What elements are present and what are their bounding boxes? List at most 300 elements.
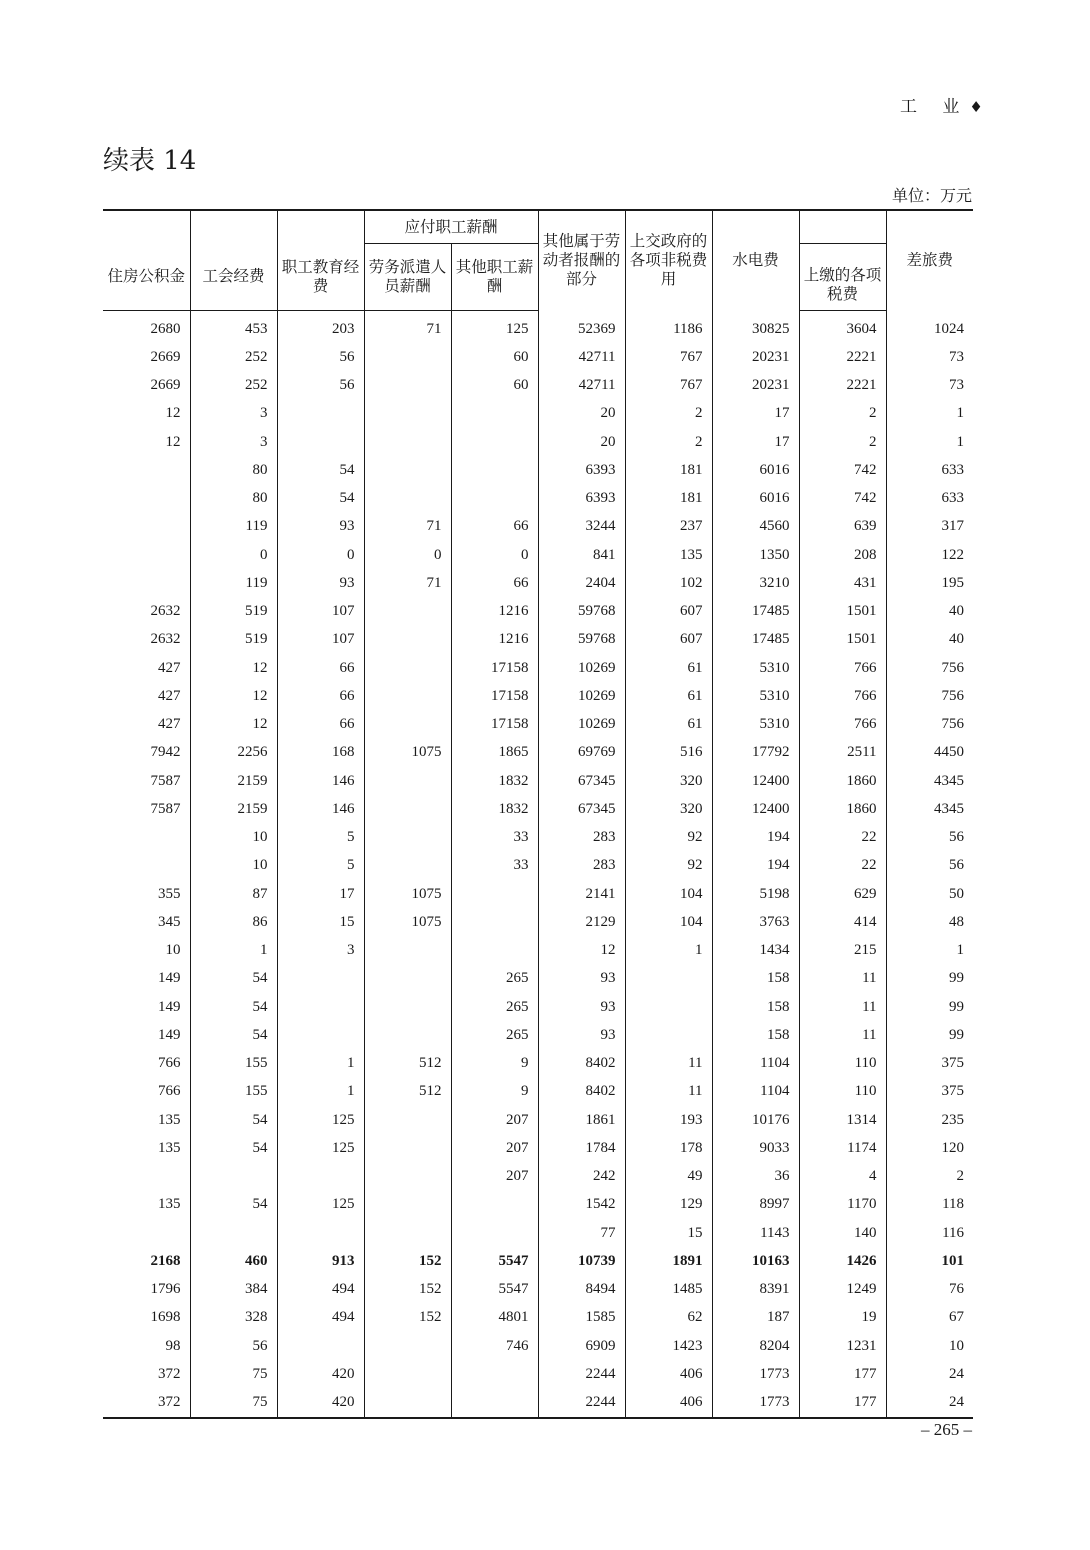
table-cell: 2159 [190, 767, 277, 795]
table-cell: 10 [190, 852, 277, 880]
table-cell: 11 [799, 1021, 886, 1049]
table-cell: 283 [538, 852, 625, 880]
table-cell: 1249 [799, 1276, 886, 1304]
table-cell: 766 [158, 1083, 181, 1100]
table-cell: 2221 [799, 343, 886, 371]
table-cell: 12 [538, 937, 625, 965]
col-header-travel: 差旅费 [886, 210, 973, 311]
table-row [103, 937, 973, 965]
table-cell: 1 [277, 1078, 364, 1106]
table-row [103, 852, 973, 880]
table-cell: 207 [451, 1163, 538, 1191]
table-cell: 1170 [799, 1191, 886, 1219]
table-cell: 33 [451, 852, 538, 880]
table-cell [364, 682, 451, 710]
table-row [103, 711, 973, 739]
table-cell: 5547 [451, 1276, 538, 1304]
table-cell: 125 [277, 1106, 364, 1134]
table-row [103, 1078, 973, 1106]
col-header-education-fee: 职工教育经费 [277, 244, 364, 311]
table-cell: 1075 [364, 908, 451, 936]
table-cell: 746 [451, 1332, 538, 1360]
table-row [103, 965, 973, 993]
table-cell: 76 [886, 1276, 973, 1304]
table-cell: 3 [277, 937, 364, 965]
table-cell: 194 [712, 852, 799, 880]
table-cell: 56 [277, 372, 364, 400]
table-row [103, 682, 973, 710]
table-cell [625, 965, 712, 993]
table-cell: 193 [625, 1106, 712, 1134]
table-cell: 1 [886, 400, 973, 428]
table-cell: 2221 [799, 372, 886, 400]
table-cell: 1 [625, 937, 712, 965]
table-row [103, 569, 973, 597]
table-cell: 93 [538, 993, 625, 1021]
running-header [900, 92, 990, 117]
table-cell [364, 1332, 451, 1360]
col-header-other-labor-pay: 其他属于劳动者报酬的部分 [538, 210, 625, 311]
table-cell: 766 [158, 1055, 181, 1072]
table-cell: 122 [886, 541, 973, 569]
table-body [103, 311, 973, 1418]
table-cell: 48 [886, 908, 973, 936]
table-cell: 5 [277, 824, 364, 852]
table-cell: 49 [625, 1163, 712, 1191]
table-row [103, 795, 973, 823]
table-cell: 427 [158, 659, 181, 676]
col-header-taxes-paid: 上缴的各项税费 [799, 244, 886, 311]
table-cell: 1485 [625, 1276, 712, 1304]
table-cell: 1350 [712, 541, 799, 569]
table-row [103, 1360, 973, 1388]
table-cell: 119 [190, 569, 277, 597]
table-row [103, 880, 973, 908]
table-cell: 431 [799, 569, 886, 597]
table-row [103, 1219, 973, 1247]
table-cell: 66 [451, 569, 538, 597]
table-cell: 54 [190, 1021, 277, 1049]
table-cell: 56 [190, 1332, 277, 1360]
table-cell: 158 [712, 1021, 799, 1049]
table-cell [451, 880, 538, 908]
table-row [103, 598, 973, 626]
table-cell [625, 993, 712, 1021]
table-row [103, 767, 973, 795]
table-cell: 3 [190, 428, 277, 456]
table-cell [277, 428, 364, 456]
table-cell: 15 [625, 1219, 712, 1247]
table-cell: 93 [538, 965, 625, 993]
table-cell: 1796 [150, 1281, 181, 1298]
table-row [103, 993, 973, 1021]
table-cell [364, 1134, 451, 1162]
table-cell: 215 [799, 937, 886, 965]
table-row [103, 1163, 973, 1191]
table-row [103, 1021, 973, 1049]
table-cell: 1075 [364, 880, 451, 908]
table-cell: 2244 [538, 1389, 625, 1418]
table-cell: 1314 [799, 1106, 886, 1134]
table-cell: 17485 [712, 626, 799, 654]
table-cell: 66 [277, 654, 364, 682]
col-header-housing-fund: 住房公积金 [103, 244, 190, 311]
table-cell: 2141 [538, 880, 625, 908]
table-cell: 1423 [625, 1332, 712, 1360]
table-row [103, 1191, 973, 1219]
table-cell: 1585 [538, 1304, 625, 1332]
table-cell: 629 [799, 880, 886, 908]
table-cell: 1542 [538, 1191, 625, 1219]
table-cell: 1865 [451, 739, 538, 767]
table-cell: 40 [886, 626, 973, 654]
table-cell [364, 456, 451, 484]
table-cell: 2 [625, 400, 712, 428]
table-cell: 17158 [451, 654, 538, 682]
table-cell [364, 372, 451, 400]
table-cell: 99 [886, 1021, 973, 1049]
table-row [103, 739, 973, 767]
table-row [103, 428, 973, 456]
table-cell: 107 [277, 598, 364, 626]
table-cell [103, 541, 190, 569]
table-cell: 152 [364, 1276, 451, 1304]
table-cell: 633 [886, 485, 973, 513]
table-cell: 494 [277, 1304, 364, 1332]
table-cell: 73 [886, 372, 973, 400]
table-cell: 104 [625, 880, 712, 908]
section-name: 工 业 [900, 97, 970, 117]
table-cell: 1501 [799, 626, 886, 654]
table-cell [103, 485, 190, 513]
table-cell: 36 [712, 1163, 799, 1191]
table-cell: 0 [277, 541, 364, 569]
table-cell: 12 [165, 433, 181, 450]
table-cell: 1024 [886, 315, 973, 343]
table-cell: 1174 [799, 1134, 886, 1162]
table-cell [364, 598, 451, 626]
table-cell: 99 [886, 965, 973, 993]
table-cell: 607 [625, 626, 712, 654]
table-cell: 2159 [190, 795, 277, 823]
table-cell: 1 [190, 937, 277, 965]
table-row [103, 1050, 973, 1078]
table-row [103, 372, 973, 400]
table-cell: 92 [625, 852, 712, 880]
data-table [103, 209, 973, 1419]
table-cell: 237 [625, 513, 712, 541]
table-cell: 1 [277, 1050, 364, 1078]
table-cell: 155 [190, 1078, 277, 1106]
table-row [103, 485, 973, 513]
table-row [103, 1247, 973, 1275]
table-cell: 104 [625, 908, 712, 936]
table-cell: 414 [799, 908, 886, 936]
table-cell: 17792 [712, 739, 799, 767]
table-cell: 766 [799, 654, 886, 682]
table-cell: 320 [625, 767, 712, 795]
table-cell: 460 [190, 1247, 277, 1275]
table-cell: 4560 [712, 513, 799, 541]
table-cell: 87 [190, 880, 277, 908]
table-cell: 11 [799, 965, 886, 993]
table-cell: 149 [158, 1026, 181, 1043]
table-cell: 0 [364, 541, 451, 569]
table-cell: 766 [799, 711, 886, 739]
table-cell [190, 1163, 277, 1191]
table-cell: 146 [277, 795, 364, 823]
table-cell: 17 [712, 428, 799, 456]
table-cell: 203 [277, 315, 364, 343]
table-cell: 427 [158, 687, 181, 704]
table-cell: 125 [277, 1191, 364, 1219]
table-cell: 2129 [538, 908, 625, 936]
table-cell: 56 [886, 824, 973, 852]
table-cell: 207 [451, 1134, 538, 1162]
table-cell: 102 [625, 569, 712, 597]
table-cell: 146 [277, 767, 364, 795]
table-row [103, 1332, 973, 1360]
table-cell: 152 [364, 1304, 451, 1332]
unit-label: 单位：万元 [891, 186, 972, 205]
table-cell: 3 [190, 400, 277, 428]
table-cell: 1426 [799, 1247, 886, 1275]
table-cell: 77 [538, 1219, 625, 1247]
table-cell: 420 [277, 1360, 364, 1388]
table-cell: 42711 [538, 372, 625, 400]
table-cell: 756 [886, 682, 973, 710]
table-cell: 242 [538, 1163, 625, 1191]
table-cell: 252 [190, 343, 277, 371]
table-row [103, 513, 973, 541]
table-cell: 406 [625, 1360, 712, 1388]
table-cell: 5310 [712, 654, 799, 682]
table-cell: 54 [190, 1134, 277, 1162]
table-cell: 71 [364, 569, 451, 597]
table-row [103, 654, 973, 682]
table-cell: 61 [625, 682, 712, 710]
table-cell: 5547 [451, 1247, 538, 1275]
table-cell: 12400 [712, 795, 799, 823]
table-cell [103, 1163, 190, 1191]
table-row [103, 1106, 973, 1134]
table-cell: 5310 [712, 711, 799, 739]
table-cell: 10739 [538, 1247, 625, 1275]
table-cell: 7587 [150, 800, 181, 817]
table-cell: 10 [190, 824, 277, 852]
table-cell: 107 [277, 626, 364, 654]
table-cell [277, 1163, 364, 1191]
table-cell: 3244 [538, 513, 625, 541]
table-cell: 767 [625, 343, 712, 371]
table-cell: 9 [451, 1050, 538, 1078]
table-cell: 1216 [451, 626, 538, 654]
table-cell: 767 [625, 372, 712, 400]
table-cell: 59768 [538, 598, 625, 626]
table-cell: 265 [451, 965, 538, 993]
table-cell [364, 1360, 451, 1388]
table-cell: 406 [625, 1389, 712, 1418]
table-cell: 93 [277, 569, 364, 597]
table-cell: 10269 [538, 682, 625, 710]
table-row [103, 626, 973, 654]
table-cell: 110 [799, 1050, 886, 1078]
table-cell: 756 [886, 654, 973, 682]
table-cell: 372 [158, 1365, 181, 1382]
table-cell: 512 [364, 1050, 451, 1078]
table-cell [364, 654, 451, 682]
table-cell: 519 [190, 598, 277, 626]
table-cell: 12 [190, 654, 277, 682]
table-cell: 1 [886, 428, 973, 456]
table-cell: 6016 [712, 456, 799, 484]
table-cell: 512 [364, 1078, 451, 1106]
table-cell: 742 [799, 456, 886, 484]
table-cell: 56 [277, 343, 364, 371]
table-cell: 265 [451, 1021, 538, 1049]
group-header-payable-wages: 应付职工薪酬 [364, 210, 538, 244]
table-cell: 8494 [538, 1276, 625, 1304]
col-header-utilities: 水电费 [712, 210, 799, 311]
table-cell: 181 [625, 485, 712, 513]
table-cell: 101 [886, 1247, 973, 1275]
table-cell: 56 [886, 852, 973, 880]
table-cell: 98 [165, 1337, 181, 1354]
table-cell: 2 [886, 1163, 973, 1191]
table-cell: 2511 [799, 739, 886, 767]
table-cell: 62 [625, 1304, 712, 1332]
table-cell: 427 [158, 716, 181, 733]
table-cell: 8402 [538, 1050, 625, 1078]
table-cell: 1784 [538, 1134, 625, 1162]
table-cell [364, 824, 451, 852]
table-cell: 135 [158, 1139, 181, 1156]
table-cell [103, 824, 190, 852]
table-cell [364, 343, 451, 371]
table-cell: 519 [190, 626, 277, 654]
table-cell: 0 [451, 541, 538, 569]
table-cell: 54 [190, 1106, 277, 1134]
table-cell: 320 [625, 795, 712, 823]
table-cell [364, 965, 451, 993]
table-cell: 345 [158, 913, 181, 930]
table-cell: 20 [538, 428, 625, 456]
table-cell: 2632 [150, 631, 181, 648]
table-cell [364, 767, 451, 795]
table-row [103, 908, 973, 936]
table-cell: 125 [277, 1134, 364, 1162]
table-cell: 7942 [150, 744, 181, 761]
table-cell: 1186 [625, 315, 712, 343]
table-cell: 194 [712, 824, 799, 852]
table-cell: 3763 [712, 908, 799, 936]
table-cell: 453 [190, 315, 277, 343]
table-cell [277, 1021, 364, 1049]
table-cell: 61 [625, 711, 712, 739]
table-cell: 9 [451, 1078, 538, 1106]
table-cell [277, 993, 364, 1021]
table-cell: 30825 [712, 315, 799, 343]
table-cell: 2669 [150, 348, 181, 365]
table-cell: 135 [158, 1196, 181, 1213]
table-cell: 742 [799, 485, 886, 513]
table-cell [364, 937, 451, 965]
table-cell: 1891 [625, 1247, 712, 1275]
table-cell: 913 [277, 1247, 364, 1275]
table-cell: 1773 [712, 1360, 799, 1388]
table-row [103, 1389, 973, 1418]
table-cell: 6393 [538, 456, 625, 484]
table-cell: 52369 [538, 315, 625, 343]
table-cell [451, 400, 538, 428]
table-cell: 149 [158, 998, 181, 1015]
table-cell: 1104 [712, 1050, 799, 1078]
table-cell: 1861 [538, 1106, 625, 1134]
table-cell: 177 [799, 1360, 886, 1388]
header-blank [799, 210, 886, 244]
header-blank [190, 210, 277, 244]
table-cell: 42711 [538, 343, 625, 371]
table-cell: 252 [190, 372, 277, 400]
table-cell: 9033 [712, 1134, 799, 1162]
table-cell: 20231 [712, 343, 799, 371]
table-cell [103, 569, 190, 597]
table-cell: 120 [886, 1134, 973, 1162]
table-cell: 61 [625, 654, 712, 682]
table-cell: 71 [364, 513, 451, 541]
table-cell [364, 993, 451, 1021]
table-cell: 3210 [712, 569, 799, 597]
table-cell: 207 [451, 1106, 538, 1134]
table-cell [451, 1360, 538, 1388]
table-cell: 516 [625, 739, 712, 767]
header-blank [277, 210, 364, 244]
table-cell: 10269 [538, 654, 625, 682]
table-cell: 1216 [451, 598, 538, 626]
table-cell: 22 [799, 824, 886, 852]
table-cell: 158 [712, 965, 799, 993]
table-cell: 11 [625, 1078, 712, 1106]
header-blank [103, 210, 190, 244]
table-cell: 2 [625, 428, 712, 456]
table-cell [451, 1219, 538, 1247]
table-cell: 93 [538, 1021, 625, 1049]
table-cell: 60 [451, 343, 538, 371]
table-cell: 283 [538, 824, 625, 852]
table-cell: 1075 [364, 739, 451, 767]
table-cell [364, 1163, 451, 1191]
table-cell: 19 [799, 1304, 886, 1332]
col-header-dispatch-pay: 劳务派遣人员薪酬 [364, 244, 451, 311]
table-cell: 12400 [712, 767, 799, 795]
table-cell: 17158 [451, 682, 538, 710]
table-cell: 20231 [712, 372, 799, 400]
table-cell: 5198 [712, 880, 799, 908]
table-cell: 766 [799, 682, 886, 710]
table-cell: 110 [799, 1078, 886, 1106]
table-cell: 11 [625, 1050, 712, 1078]
table-cell: 181 [625, 456, 712, 484]
table-cell: 92 [625, 824, 712, 852]
table-cell [451, 428, 538, 456]
table-cell: 420 [277, 1389, 364, 1418]
table-cell: 80 [190, 485, 277, 513]
table-cell: 1434 [712, 937, 799, 965]
table-cell: 17485 [712, 598, 799, 626]
table-title: 续表 14 [103, 146, 197, 176]
table-cell: 54 [190, 993, 277, 1021]
table-cell: 155 [190, 1050, 277, 1078]
